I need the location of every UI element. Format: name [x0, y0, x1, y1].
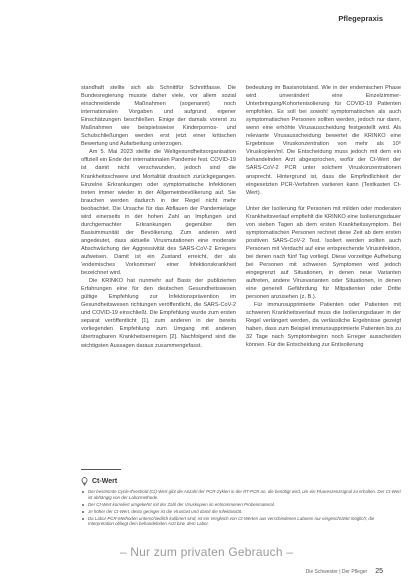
paragraph: standhaft stellte sich als Schnittfür Schnittfasse. Die Bundesregierung musste daher viele, vor allem sozial einschneidende Maßnahmen (sogenannt) noch internationalen Vorgaben und aufgrund eigener Einschätzungen beschließen. Einige der damals vorerst zu Maßnahmen wie beispielsweise Kinderpornos- und Schulschließungen werden erst jetzt einer kritischen Bewertung und Aufarbeitung unterzogen. [81, 85, 236, 148]
list-item: Je höher der Ct-Wert, desto geringer ist die Viruslast und damit die Infektiosität. [81, 509, 401, 515]
paragraph: Unter der Isolierung für Personen mit milden oder moderaten Krankheitsverlauf empfiehlt die KRINKO eine Isolierungsdauer von sieben Tagen ab dem ersten Krankheitssymptom. Bei symptomatischen Personen rechnet diese Zeit ab dem ersten positiven SARS-CoV-2 Test. Isoliert werden sollten auch Personen mit Verdacht auf eine entsprechende Virusinfektion, bei denen nach fünf Tag vorliegt. Diese vorzeitige Aufhebung bei Personen mit schweren Symptomen wird jedoch eingegrenzt auf Situationen, in denen neue Varianten auftreten, andere Virusvarianten oder Situationen, in denen eine generell Gefährdung für Mitpatienten oder Dritte personen anzusehen (z. B.). [246, 205, 401, 301]
paragraph: Für immunsupprimierte Patienten oder Patienten mit schweren Krankheitsverlauf muss die Isolierungsdauer in der Regel verlängert werden, da verlässliche Ergebnisse gezeigt haben, dass zum Beispiel immunsupprimierte Patienten bis zu 32 Tage nach Symptombeginn noch Erreger ausscheiden können. Für die Entscheidung zur Entisolierung [246, 302, 401, 349]
ct-box-title [81, 477, 117, 486]
list-item: Der Ct-Wert korreliert umgekehrt mit der Zahl der Viruskopien im entnommenen Probenmaterial. [81, 502, 401, 508]
watermark: – Nur zum privaten Gebrauch – [119, 545, 294, 559]
journal-name: Die Schwester | Der Pfleger [305, 568, 368, 575]
ct-box-notes [81, 489, 401, 529]
lightbulb-icon [81, 477, 88, 486]
page-number: 25 [375, 568, 383, 575]
right-column [246, 84, 401, 350]
list-item: Der bestimmte Cycle-threshold (Ct)-Wert gibt die Anzahl der PCR-Zyklen in der RT-PCR an, die benötigt wird, um ein Fluoreszenzsignal zu erhalten. Der Ct-Wert ist abhängig von der Labormethode. [81, 489, 401, 500]
box-divider [81, 469, 121, 470]
list-item: Da Labor-PCR-Methoden unterschiedlich kalibriert sind, ist ein Vergleich von Ct-Werten aus verschiedenen Laboren nur eingeschränkt möglich; die Interpretation obliegt dem behandelnden Arzt bzw. dem Labor. [81, 516, 401, 527]
paragraph: Am 5. Mai 2023 stellte die Weltgesundheitsorganisation offiziell ein Ende der internationalen Pandemie fest. COVID-19 ist damit nicht verschwunden, jedoch sind die Krankheitsschwere und Mortalität drastisch zurückgegangen. Einzelne Erkrankungen oder symptomatische Infektionen treten immer wieder in der Allgemeinbevölkerung auf. Sie brauchen werden dadurch in der Regel nicht mehr beobachtet. Die Ursache für das Abflauen der Pandemielage wird einerseits in der hohen Zahl an Impfungen und durchgemachter Erkrankungen gegenüber den Basisimmunität der Bevölkerung. Zum anderen wird angedeutet, dass aktuelle Virusmutationen eine moderate Abschwächung der Aggressivität des SARS-CoV-2 Erregers aufweisen. Damit ist ein Zustand erreicht, der als 'endemisches Vorkommen' einer Infektionskrankheit bezeichnet wird. [81, 149, 236, 277]
section-header: Pflegepraxis [338, 14, 383, 23]
left-column [81, 84, 236, 350]
ct-box-title-text: Ct-Wert [92, 478, 118, 485]
paragraph: Die KRINKO hat nunmehr auf Basis der publizierten Erfahrungen eine für den deutschen Gesundheitswesen gültige Empfehlung zur Infektionsprävention im Gesundheitswesen richtungen veröffentlicht, die SARS-CoV-2 und COVID-19 einschließt. Die Empfehlung wurde zum ersten separat veröffentlicht [1], zum anderen in der bereits vorliegenden Empfehlung zum Umgang mit anderen übertragbaren Krankheitserregern [2]. Nachfolgend sind die wichtigsten Aussagen daraus zusammengefasst. [81, 278, 236, 349]
paragraph: bedeutung im Basisnotstand. Wie in der endemischen Phase wird unverändert eine Einzelzimmer-Unterbringung/Kohortenisolierung für COVID-19 Patienten empfohlen. Es soll bei sowohl symptomatischen als auch symptomatischen Personen sollten werden, jedoch nur dann, wenn eine erhöhte Virusausscheidung festgestellt wird. Als relevante Virusausscheidung bewertet die KRINKO eine Ergebnisse Viruskonzentration von mehr als 10⁶ Viruskopien/ml. Die Entscheidung muss jedoch mit dem ein behandelnden Arzt abgesprochen, wofür der Ct-Wert der SARS-CoV-2 PCR unter solchem Viruskonzentrationen ansprecht. Hintergrund ist, dass die Empfindlichkeit der eingesetzten PCR-Verfahren variieren kann (Textkasten Ct-Wert). [246, 85, 401, 196]
page-footer [306, 568, 383, 575]
